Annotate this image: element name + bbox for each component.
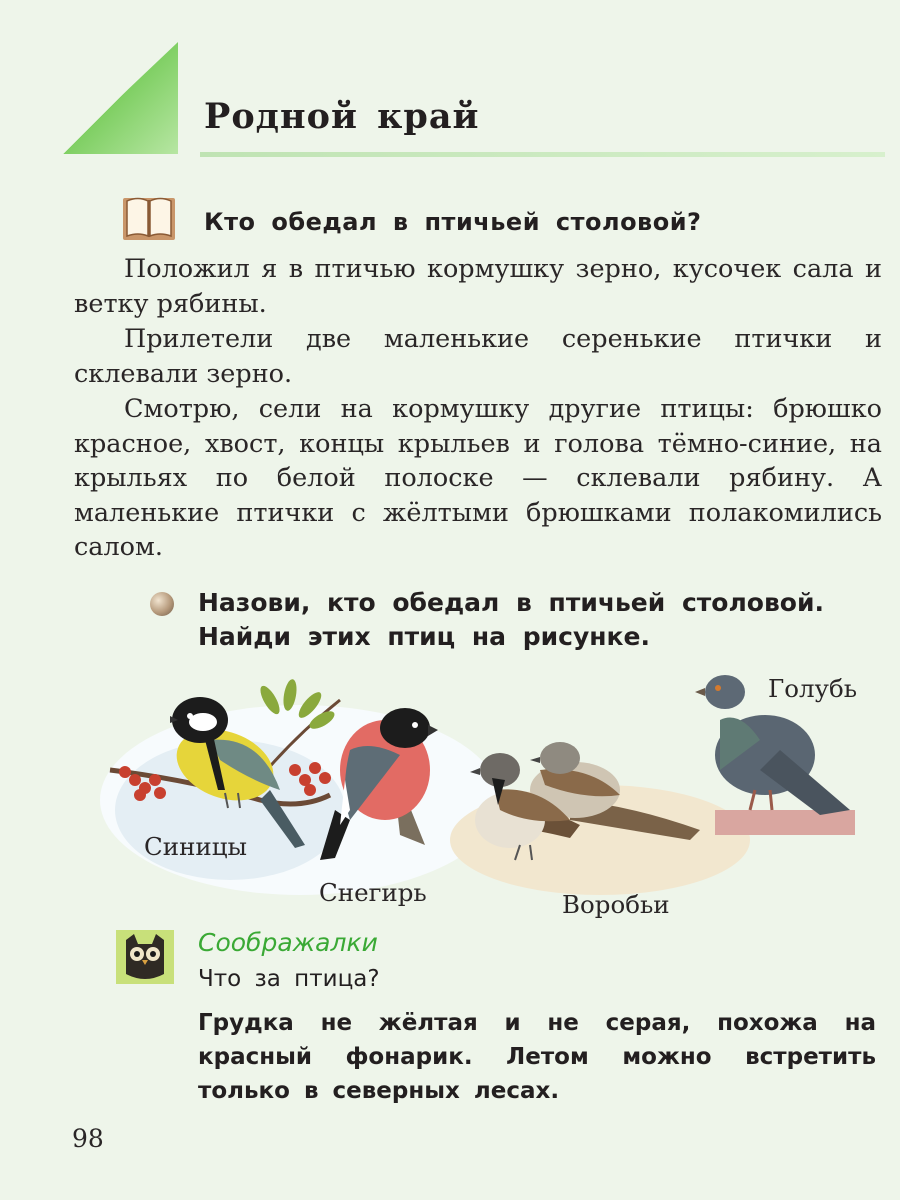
riddle-text: Грудка не жёлтая и не серая, похожа на красный фонарик. Летом можно встретить только в северных лесах.	[198, 1010, 876, 1104]
story-paragraph: Положил я в птичью кормушку зерно, кусочек сала и ветку рябины.	[74, 254, 882, 319]
section-title: Кто обедал в птичьей столовой?	[204, 208, 702, 236]
riddle-heading: Соображалки	[198, 928, 378, 957]
label-tit: Синицы	[144, 832, 247, 861]
birds-picture	[100, 660, 880, 930]
page-number: 98	[72, 1124, 104, 1153]
label-pigeon: Голубь	[768, 674, 858, 703]
title-underline	[200, 152, 885, 157]
riddle-question: Что за птица?	[198, 966, 380, 992]
label-sparrows: Воробьи	[562, 890, 670, 919]
story-paragraph: Прилетели две маленькие серенькие птички и склевали зерно.	[74, 324, 882, 389]
owl-icon	[116, 930, 174, 984]
story-paragraph: Смотрю, сели на кормушку другие птицы: брюшко красное, хвост, концы крыльев и голова тёмно-синие, на крыльях по белой полоске — склевали рябину. А маленькие птички с жёлтыми брюшками полакомились салом.	[74, 394, 882, 562]
open-book-icon	[122, 192, 176, 242]
chapter-title: Родной край	[204, 96, 480, 137]
label-bullfinch: Снегирь	[319, 878, 427, 907]
task-text: Назови, кто обедал в птичьей столовой. Найди этих птиц на рисунке.	[198, 588, 824, 651]
bullet-circle-icon	[150, 592, 174, 616]
sparrows-birds	[450, 742, 750, 895]
story-text	[74, 252, 882, 566]
header-corner-decoration	[60, 42, 178, 154]
birds-illustration	[100, 660, 880, 930]
